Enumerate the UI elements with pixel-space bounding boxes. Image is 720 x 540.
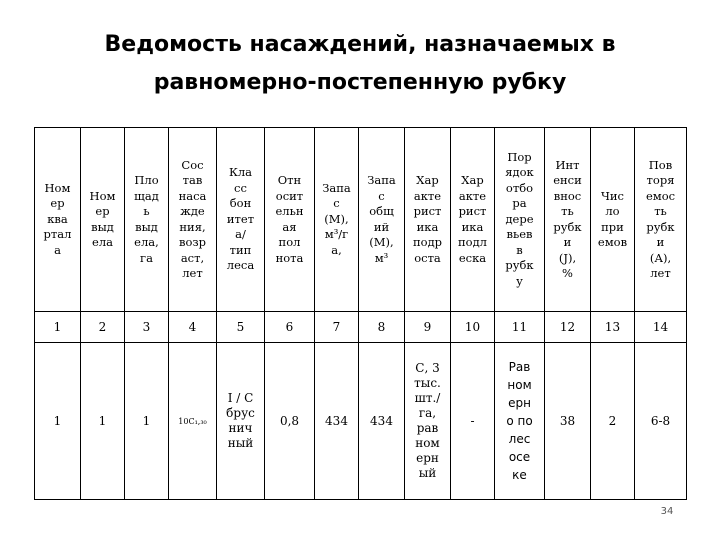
column-number: 10 <box>451 312 495 343</box>
cell-bonitet-class: I / С брус нич ный <box>217 343 265 500</box>
column-number: 8 <box>359 312 405 343</box>
title-line-2: равномерно-постепенную рубку <box>153 70 567 95</box>
cell-repeatability: 6-8 <box>635 343 687 500</box>
header-cell-quarter-number: Ном ер ква ртал а <box>35 128 81 312</box>
column-number-row <box>35 312 687 343</box>
column-number: 4 <box>169 312 217 343</box>
header-cell-composition: Сос тав наса жде ния, возр аст, лет <box>169 128 217 312</box>
header-cell-relative-density: Отн осит ельн ая пол нота <box>265 128 315 312</box>
column-number: 7 <box>315 312 359 343</box>
header-cell-stock-per-ha: Запа с (М), м³/г а, <box>315 128 359 312</box>
cell-stock-per-ha: 434 <box>315 343 359 500</box>
header-cell-plot-area: Пло щад ь выд ела, га <box>125 128 169 312</box>
header-cell-underbrush: Хар акте рист ика подл еска <box>451 128 495 312</box>
column-number: 12 <box>545 312 591 343</box>
cell-selection-order: Рав ном ерн о по лес осе ке <box>495 343 545 500</box>
cell-quarter-number: 1 <box>35 343 81 500</box>
page-title <box>40 26 680 102</box>
header-cell-total-stock: Запа с общ ий (М), м³ <box>359 128 405 312</box>
cell-number-of-steps: 2 <box>591 343 635 500</box>
cell-intensity: 38 <box>545 343 591 500</box>
column-number: 1 <box>35 312 81 343</box>
cell-composition: 10С₁,₃₀ <box>169 343 217 500</box>
header-cell-undergrowth: Хар акте рист ика подр оста <box>405 128 451 312</box>
title-line-1: Ведомость насаждений, назначаемых в <box>104 32 616 57</box>
header-cell-selection-order: Пор ядок отбо ра дере вьев в рубк у <box>495 128 545 312</box>
column-number: 3 <box>125 312 169 343</box>
column-number: 11 <box>495 312 545 343</box>
column-number: 9 <box>405 312 451 343</box>
column-number: 2 <box>81 312 125 343</box>
column-number: 5 <box>217 312 265 343</box>
header-cell-bonitet-class: Кла сс бон итет а/ тип леса <box>217 128 265 312</box>
table-row <box>35 343 687 500</box>
column-number: 14 <box>635 312 687 343</box>
cell-total-stock: 434 <box>359 343 405 500</box>
cell-relative-density: 0,8 <box>265 343 315 500</box>
header-cell-number-of-steps: Чис ло при емов <box>591 128 635 312</box>
header-cell-intensity: Инт енси внос ть рубк и (J), % <box>545 128 591 312</box>
cell-plot-area: 1 <box>125 343 169 500</box>
stand-register-table <box>34 127 687 500</box>
column-number: 13 <box>591 312 635 343</box>
column-number: 6 <box>265 312 315 343</box>
cell-underbrush: - <box>451 343 495 500</box>
cell-plot-number: 1 <box>81 343 125 500</box>
page-number: 34 <box>660 506 674 517</box>
header-row <box>35 128 687 312</box>
header-cell-repeatability: Пов торя емос ть рубк и (А), лет <box>635 128 687 312</box>
cell-undergrowth: С, 3 тыс. шт./ га, рав ном ерн ый <box>405 343 451 500</box>
header-cell-plot-number: Ном ер выд ела <box>81 128 125 312</box>
